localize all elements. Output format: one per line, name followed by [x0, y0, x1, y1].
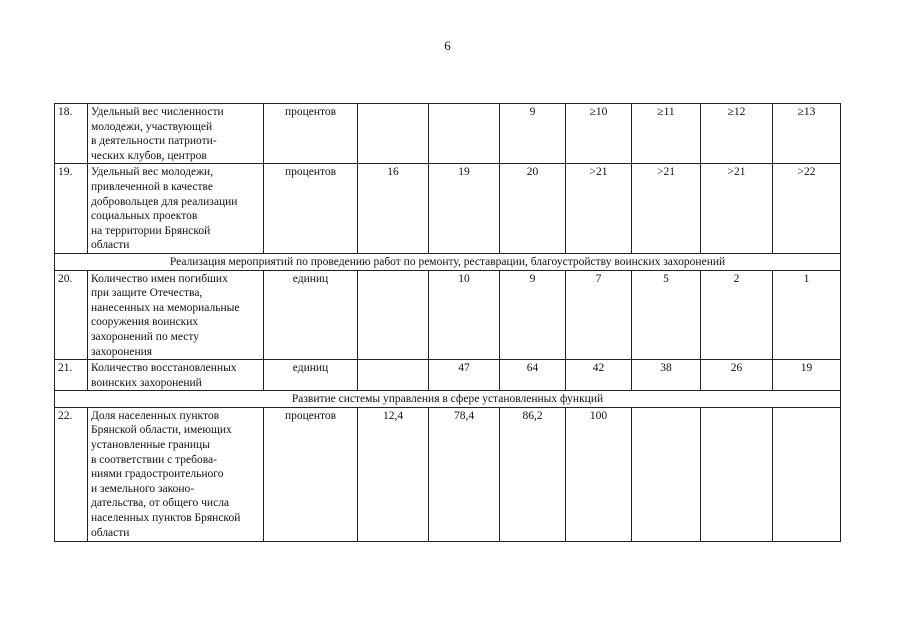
section-header-row	[55, 391, 841, 408]
value-cell: 78,4	[429, 407, 500, 541]
indicator-name-line: на территории Брянской	[91, 224, 211, 237]
indicator-name-line: захоронения	[91, 345, 153, 358]
value-cell: >22	[773, 164, 841, 254]
table-row	[55, 407, 841, 541]
indicator-name-line: сооружения воинских	[91, 316, 199, 329]
row-number: 18.	[55, 104, 88, 164]
indicator-name-line: Количество имен погибших	[91, 272, 228, 285]
value-cell: ≥11	[632, 104, 701, 164]
value-cell: 26	[701, 360, 773, 391]
value-cell: >21	[632, 164, 701, 254]
value-cell: 9	[500, 104, 566, 164]
indicator-name-line: при защите Отечества,	[91, 287, 203, 300]
row-number: 22.	[55, 407, 88, 541]
value-cell: 10	[429, 270, 500, 360]
value-cell	[773, 407, 841, 541]
indicator-name	[88, 164, 264, 254]
indicator-name-line: ческих клубов, центров	[91, 149, 207, 162]
table-row	[55, 270, 841, 360]
page-number: 6	[444, 38, 451, 53]
value-cell: 1	[773, 270, 841, 360]
unit-cell: единиц	[264, 270, 358, 360]
indicator-name-line: Доля населенных пунктов	[91, 409, 220, 422]
indicator-name-line: Удельный вес молодежи,	[91, 166, 214, 179]
value-cell: 16	[358, 164, 429, 254]
row-number: 20.	[55, 270, 88, 360]
value-cell: 9	[500, 270, 566, 360]
value-cell: ≥13	[773, 104, 841, 164]
value-cell: 5	[632, 270, 701, 360]
indicator-name-line: дательства, от общего числа	[91, 497, 230, 510]
unit-cell: процентов	[264, 407, 358, 541]
indicator-name-line: установленные границы	[91, 439, 210, 452]
indicator-name-line: социальных проектов	[91, 210, 198, 223]
indicator-name-line: добровольцев для реализации	[91, 195, 238, 208]
row-number: 19.	[55, 164, 88, 254]
value-cell: 38	[632, 360, 701, 391]
unit-cell: процентов	[264, 104, 358, 164]
indicator-name-line: населенных пунктов Брянской	[91, 512, 241, 525]
indicator-name-line: и земельного законо-	[91, 482, 195, 495]
value-cell: ≥12	[701, 104, 773, 164]
section-title: Реализация мероприятий по проведению работ по ремонту, реставрации, благоустройству воинских захоронений	[55, 253, 841, 270]
value-cell: 47	[429, 360, 500, 391]
value-cell: 64	[500, 360, 566, 391]
table-row	[55, 104, 841, 164]
value-cell: ≥10	[566, 104, 632, 164]
section-header-row	[55, 253, 841, 270]
indicator-name-line: Количество восстановленных	[91, 362, 237, 375]
value-cell	[358, 104, 429, 164]
indicator-name	[88, 407, 264, 541]
value-cell: 20	[500, 164, 566, 254]
value-cell	[358, 360, 429, 391]
section-title: Развитие системы управления в сфере установленных функций	[55, 391, 841, 408]
indicator-name-line: в соответствии с требова-	[91, 453, 217, 466]
indicators-table	[54, 103, 841, 542]
indicator-name-line: Удельный вес численности	[91, 106, 224, 118]
indicator-name-line: Брянской области, имеющих	[91, 424, 232, 437]
value-cell	[632, 407, 701, 541]
unit-cell: процентов	[264, 164, 358, 254]
value-cell: 19	[429, 164, 500, 254]
indicator-name-line: молодежи, участвующей	[91, 120, 213, 133]
value-cell	[701, 407, 773, 541]
table-row	[55, 360, 841, 391]
value-cell: >21	[701, 164, 773, 254]
indicator-name-line: в деятельности патриоти-	[91, 135, 217, 148]
value-cell	[358, 270, 429, 360]
indicator-name	[88, 104, 264, 164]
indicator-name-line: ниями градостроительного	[91, 468, 224, 481]
unit-cell: единиц	[264, 360, 358, 391]
row-number: 21.	[55, 360, 88, 391]
indicator-name-line: захоронений по месту	[91, 330, 199, 343]
indicator-name	[88, 360, 264, 391]
value-cell: 86,2	[500, 407, 566, 541]
table-row	[55, 164, 841, 254]
value-cell: 42	[566, 360, 632, 391]
indicator-name-line: нанесенных на мемориальные	[91, 301, 240, 314]
value-cell: >21	[566, 164, 632, 254]
indicator-name-line: области	[91, 239, 130, 252]
indicator-name	[88, 270, 264, 360]
value-cell: 7	[566, 270, 632, 360]
value-cell: 2	[701, 270, 773, 360]
value-cell: 12,4	[358, 407, 429, 541]
indicator-name-line: воинских захоронений	[91, 376, 202, 389]
value-cell: 100	[566, 407, 632, 541]
indicator-name-line: области	[91, 526, 130, 539]
value-cell: 19	[773, 360, 841, 391]
value-cell	[429, 104, 500, 164]
indicator-name-line: привлеченной в качестве	[91, 180, 214, 193]
